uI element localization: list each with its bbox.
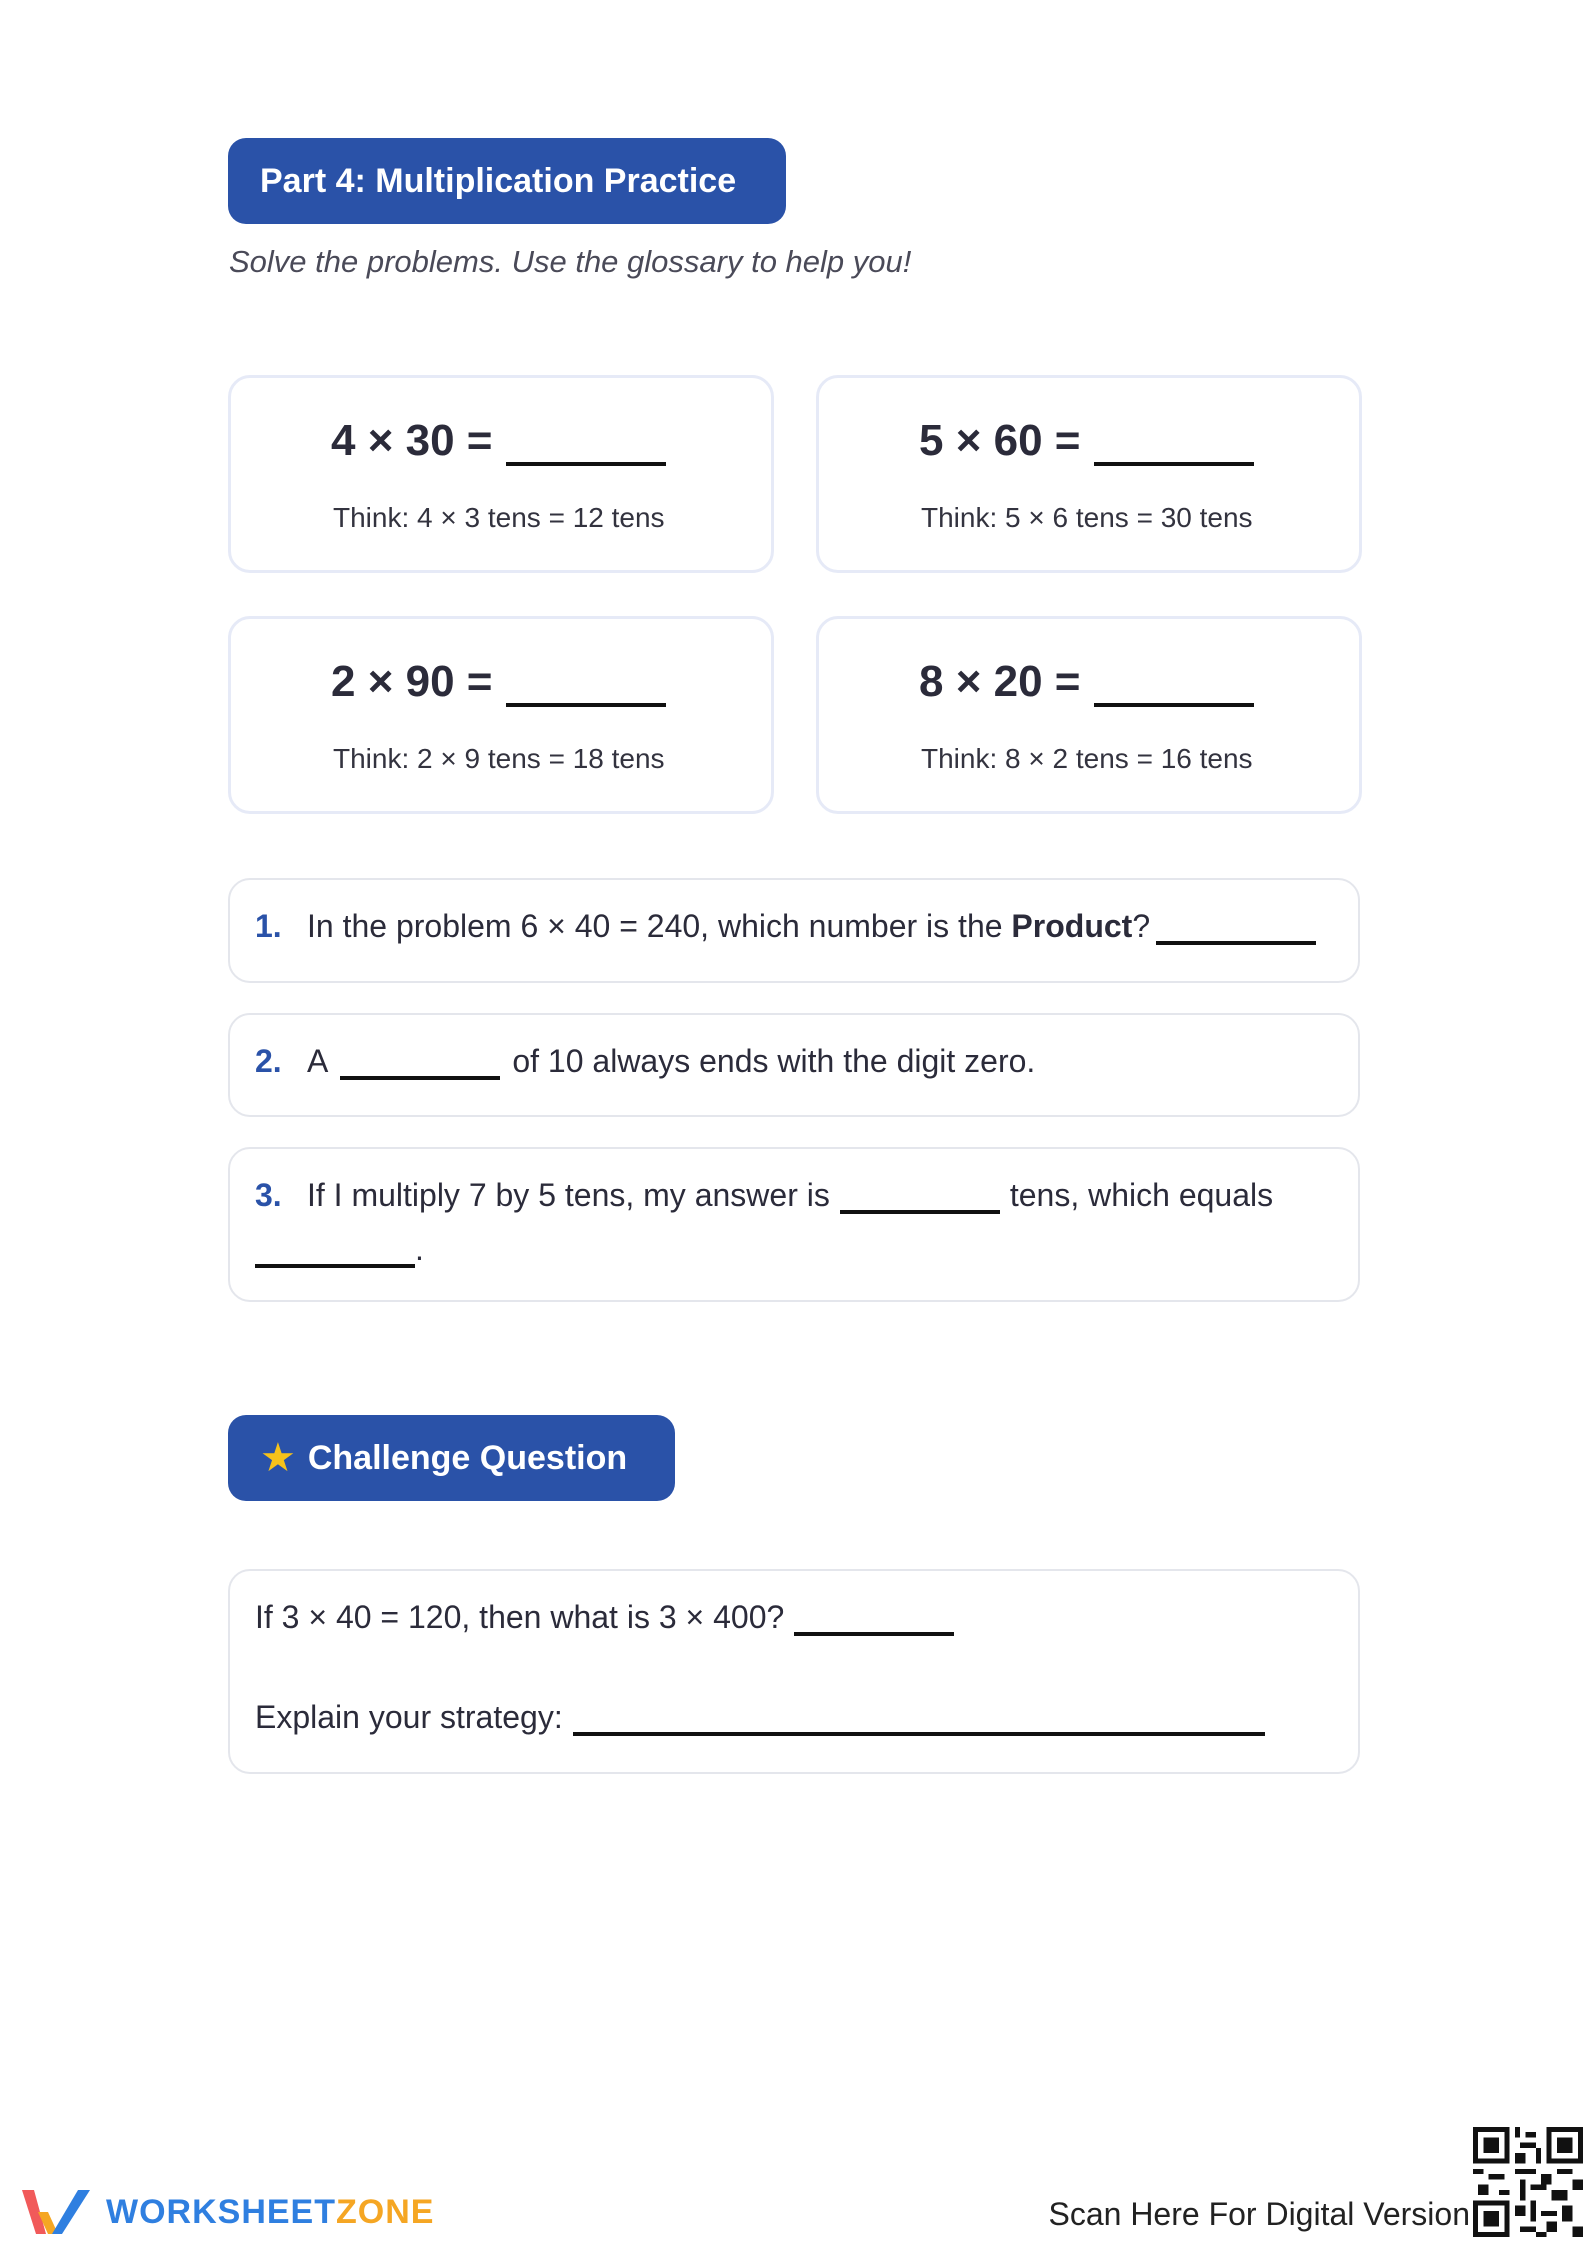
problem-equation	[331, 657, 666, 707]
answer-blank[interactable]	[1094, 418, 1254, 466]
question-number: 3.	[255, 1177, 282, 1213]
question-text-after: of 10 always ends with the digit zero.	[512, 1043, 1036, 1079]
answer-blank[interactable]	[1094, 659, 1254, 707]
problem-equation	[919, 657, 1254, 707]
strategy-label: Explain your strategy:	[255, 1699, 563, 1735]
answer-blank[interactable]	[794, 1602, 954, 1636]
question-text-after: ?	[1132, 908, 1151, 944]
star-icon: ★	[260, 1436, 296, 1480]
section-title	[228, 138, 786, 224]
qr-code[interactable]	[1473, 2127, 1583, 2237]
equation-text: 2 × 90 =	[331, 657, 493, 706]
challenge-title-text: Challenge Question	[307, 1438, 628, 1477]
problem-hint: Think: 8 × 2 tens = 16 tens	[921, 743, 1253, 774]
logo-word-2: ZONE	[336, 2192, 435, 2231]
problem-card	[816, 375, 1362, 573]
equation-text: 4 × 30 =	[331, 416, 493, 465]
question-text-middle: tens, which equals	[1009, 1177, 1274, 1213]
problem-card	[228, 616, 774, 814]
question-row-2	[255, 1231, 424, 1268]
question-text-end: .	[415, 1231, 424, 1267]
question-row	[255, 1177, 1273, 1214]
worksheetzone-logo	[18, 2182, 434, 2242]
question-text: If I multiply 7 by 5 tens, my answer is	[307, 1177, 830, 1213]
logo-text	[106, 2193, 434, 2232]
scan-text: Scan Here For Digital Version	[1048, 2196, 1470, 2232]
problem-card	[228, 375, 774, 573]
question-number: 1.	[255, 908, 282, 944]
answer-blank[interactable]	[1156, 911, 1316, 945]
question-keyword: Product	[1011, 908, 1133, 944]
section-title-text: Part 4: Multiplication Practice	[260, 161, 737, 200]
question-text: A	[307, 1043, 329, 1079]
answer-blank[interactable]	[255, 1234, 415, 1268]
challenge-question: If 3 × 40 = 120, then what is 3 × 400?	[255, 1599, 785, 1635]
question-row	[255, 908, 1324, 945]
problem-hint: Think: 2 × 9 tens = 18 tens	[333, 743, 665, 774]
problem-hint: Think: 5 × 6 tens = 30 tens	[921, 502, 1253, 533]
equation-text: 5 × 60 =	[919, 416, 1081, 465]
challenge-question-row	[255, 1599, 962, 1636]
problem-equation	[919, 416, 1254, 466]
challenge-card	[228, 1569, 1360, 1774]
answer-blank[interactable]	[506, 418, 666, 466]
question-text: In the problem 6 × 40 = 240, which number is the	[307, 908, 1012, 944]
logo-icon	[18, 2182, 96, 2242]
problem-card	[816, 616, 1362, 814]
question-row	[255, 1043, 1035, 1080]
strategy-row	[255, 1699, 1273, 1736]
question-card-1	[228, 878, 1360, 983]
logo-word-1: WORKSHEET	[106, 2192, 336, 2231]
strategy-blank[interactable]	[573, 1702, 1265, 1736]
problem-equation	[331, 416, 666, 466]
equation-text: 8 × 20 =	[919, 657, 1081, 706]
challenge-title	[228, 1415, 675, 1501]
section-subtitle: Solve the problems. Use the glossary to help you!	[229, 244, 912, 279]
answer-blank[interactable]	[840, 1180, 1000, 1214]
question-card-2	[228, 1013, 1360, 1117]
answer-blank[interactable]	[506, 659, 666, 707]
problem-hint: Think: 4 × 3 tens = 12 tens	[333, 502, 665, 533]
answer-blank[interactable]	[340, 1046, 500, 1080]
question-card-3	[228, 1147, 1360, 1302]
question-number: 2.	[255, 1043, 282, 1079]
